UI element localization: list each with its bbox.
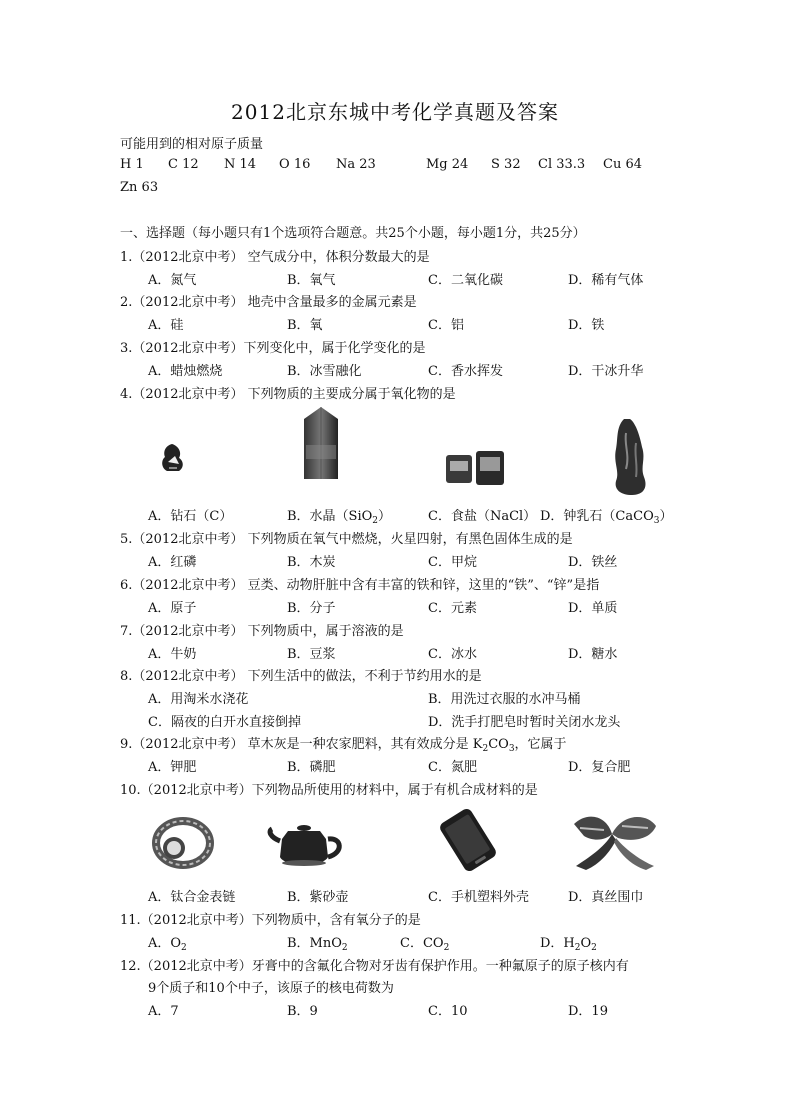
- q7-option-a: A．牛奶: [148, 647, 197, 662]
- mass-n: N 14: [224, 157, 257, 172]
- q2-option-a: A．硅: [148, 318, 184, 333]
- q9-option-b: B．磷肥: [287, 760, 336, 775]
- mass-s: S 32: [491, 157, 521, 172]
- q11-option-a: A．$O_2$: [148, 936, 187, 953]
- q8-option-a: A．用淘米水浇花: [148, 692, 249, 707]
- q12-option-b: B．9: [287, 1004, 318, 1019]
- q5-option-b: B．木炭: [287, 555, 336, 570]
- section-heading: 一、选择题（每小题只有1个选项符合题意。共25个小题，每小题1分，共25分）: [120, 226, 586, 241]
- mass-c: C 12: [168, 157, 199, 172]
- q10-option-c: C．手机塑料外壳: [428, 890, 529, 905]
- question-12-stem: 12.（2012北京中考）牙膏中的含氟化合物对牙齿有保护作用。一种氟原子的原子核内有: [120, 959, 629, 974]
- question-11-stem: 11.（2012北京中考）下列物质中，含有氧分子的是: [120, 913, 421, 928]
- q3-option-b: B．冰雪融化: [287, 364, 362, 379]
- q4-option-b: B．水晶（SiO$_2$）: [287, 509, 392, 526]
- q1-option-c: C．二氧化碳: [428, 273, 503, 288]
- q4-option-d: D．钟乳石（CaCO$_3$）: [540, 509, 673, 526]
- question-5-stem: 5.（2012北京中考） 下列物质在氧气中燃烧，火星四射，有黑色固体生成的是: [120, 532, 573, 547]
- q9-option-d: D．复合肥: [568, 760, 631, 775]
- mass-cl: Cl 33.3: [538, 157, 586, 172]
- q6-option-d: D．单质: [568, 601, 618, 616]
- q4-option-a: A．钻石（C）: [148, 509, 233, 524]
- question-9-stem: 9.（2012北京中考） 草木灰是一种农家肥料，其有效成分是 $K_2CO_3$，它属于: [120, 737, 567, 754]
- mass-header: 可能用到的相对原子质量: [120, 137, 264, 152]
- q11-option-b: B．MnO$_2$: [287, 936, 348, 953]
- q2-option-b: B．氧: [287, 318, 323, 333]
- q1-option-a: A．氮气: [148, 273, 197, 288]
- q3-option-a: A．蜡烛燃烧: [148, 364, 223, 379]
- q10-option-a: A．钛合金表链: [148, 890, 236, 905]
- q9-option-c: C．氮肥: [428, 760, 477, 775]
- question-6-stem: 6.（2012北京中考） 豆类、动物肝脏中含有丰富的铁和锌，这里的“铁”、“锌”是指: [120, 578, 600, 593]
- q10-option-d: D．真丝围巾: [568, 890, 644, 905]
- q3-option-d: D．干冰升华: [568, 364, 644, 379]
- question-4-stem: 4.（2012北京中考） 下列物质的主要成分属于氧化物的是: [120, 387, 456, 402]
- q11-option-c: C．$CO_2$: [400, 936, 450, 953]
- mass-o: O 16: [279, 157, 311, 172]
- q12-option-d: D．19: [568, 1004, 608, 1019]
- q7-option-c: C．冰水: [428, 647, 477, 662]
- page-title: 2012北京东城中考化学真题及答案: [231, 100, 559, 124]
- q10-option-b: B．紫砂壶: [287, 890, 349, 905]
- q8-option-c: C．隔夜的白开水直接倒掉: [148, 715, 301, 730]
- q9-option-a: A．钾肥: [148, 760, 197, 775]
- mobile-phone-image: [436, 808, 500, 872]
- q5-option-d: D．铁丝: [568, 555, 618, 570]
- question-10-stem: 10.（2012北京中考）下列物品所使用的材料中，属于有机合成材料的是: [120, 783, 538, 798]
- q11-option-d: D．$H_2O_2$: [540, 936, 597, 953]
- question-1-stem: 1.（2012北京中考） 空气成分中，体积分数最大的是: [120, 250, 430, 265]
- silk-scarf-image: [566, 810, 662, 872]
- question-7-stem: 7.（2012北京中考） 下列物质中，属于溶液的是: [120, 624, 404, 639]
- q7-option-b: B．豆浆: [287, 647, 336, 662]
- q2-option-d: D．铁: [568, 318, 605, 333]
- question-2-stem: 2.（2012北京中考） 地壳中含量最多的金属元素是: [120, 295, 417, 310]
- mass-mg: Mg 24: [426, 157, 469, 172]
- q8-option-d: D．洗手打肥皂时暂时关闭水龙头: [428, 715, 621, 730]
- quartz-crystal-image: [300, 405, 342, 483]
- question-12-stem-cont: 9个质子和10个中子，该原子的核电荷数为: [148, 981, 394, 996]
- q5-option-c: C．甲烷: [428, 555, 477, 570]
- q8-option-b: B．用洗过衣服的水冲马桶: [428, 692, 581, 707]
- q3-option-c: C．香水挥发: [428, 364, 503, 379]
- q1-option-b: B．氧气: [287, 273, 336, 288]
- mass-zn: Zn 63: [120, 180, 159, 195]
- titanium-watch-image: [152, 815, 214, 871]
- teapot-image: [266, 817, 346, 871]
- q4-option-c: C．食盐（NaCl）: [428, 509, 537, 524]
- q12-option-c: C．10: [428, 1004, 468, 1019]
- mass-na: Na 23: [336, 157, 376, 172]
- q6-option-c: C．元素: [428, 601, 477, 616]
- q5-option-a: A．红磷: [148, 555, 197, 570]
- mass-cu: Cu 64: [603, 157, 643, 172]
- q6-option-a: A．原子: [148, 601, 197, 616]
- q7-option-d: D．糖水: [568, 647, 618, 662]
- mass-h: H 1: [120, 157, 144, 172]
- q6-option-b: B．分子: [287, 601, 336, 616]
- q2-option-c: C．铝: [428, 318, 464, 333]
- q12-option-a: A．7: [148, 1004, 179, 1019]
- stalactite-image: [610, 415, 650, 497]
- salt-crystal-image: [444, 447, 506, 487]
- question-8-stem: 8.（2012北京中考） 下列生活中的做法，不利于节约用水的是: [120, 669, 482, 684]
- diamond-image: [155, 440, 189, 476]
- q1-option-d: D．稀有气体: [568, 273, 644, 288]
- question-3-stem: 3.（2012北京中考）下列变化中，属于化学变化的是: [120, 341, 426, 356]
